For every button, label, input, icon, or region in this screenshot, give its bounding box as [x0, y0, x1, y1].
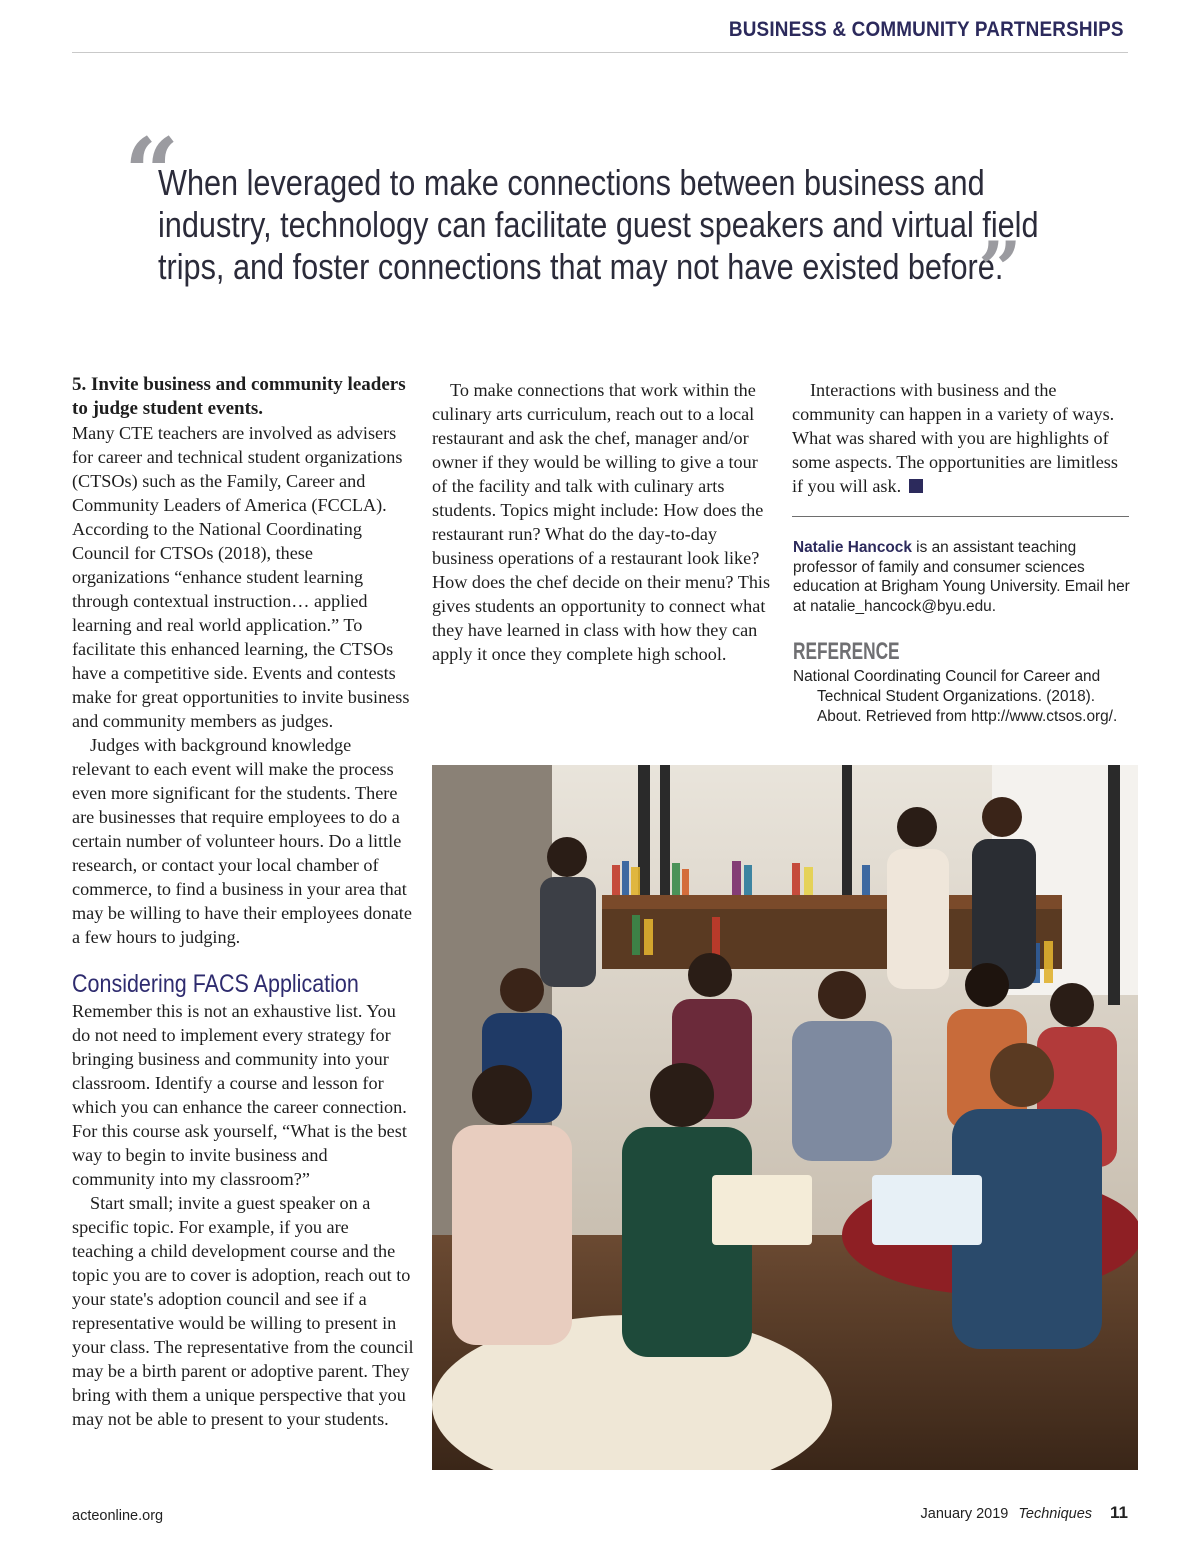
close-quote-mark: ” — [978, 225, 1022, 314]
footer-website: acteonline.org — [72, 1508, 164, 1524]
article-column-3 — [792, 378, 1132, 498]
reference-entry: National Coordinating Council for Career and Technical Student Organizations. (2018). About. Retrieved from http://www.ctsos.org/. — [793, 668, 1118, 725]
article-column-2 — [432, 378, 774, 666]
pull-quote-line: trips, and foster connections that may not have existed before. — [158, 246, 1004, 287]
issue-date: January 2019 — [920, 1506, 1009, 1522]
classroom-photo — [432, 765, 1138, 1470]
bio-divider — [792, 516, 1129, 517]
end-of-article-mark — [909, 479, 923, 493]
item-5-heading: 5. Invite business and community leaders to judge student events. — [72, 374, 406, 419]
culinary-paragraph: To make connections that work within the culinary arts curriculum, reach out to a local restaurant and ask the chef, manager and/or owner if they would be willing to give a tour of the facility and talk with culinary arts students. Topics might include: How does the restaurant run? What do the day-to-day business operations of a restaurant look like? How does the chef decide on their menu? This gives students an opportunity to connect what they have learned in class with how they can apply it once they complete high school. — [432, 380, 771, 664]
author-bio-text: is an assistant teaching professor of family and consumer sciences education at Brigham Young University. Email her at natalie_hancock@byu.edu. — [793, 539, 1130, 615]
section-title: BUSINESS & COMMUNITY PARTNERSHIPS — [729, 18, 1124, 41]
start-small-paragraph: Start small; invite a guest speaker on a specific topic. For example, if you are teaching a child development course and the topic you are to cover is adoption, reach out to your state's adoption council and see if a representative would be willing to present in your class. The representative from the council may be a birth parent or adoptive parent. They bring with them a unique perspective that you may not be able to present to your students. — [72, 1193, 414, 1429]
judges-paragraph: Judges with background knowledge relevant to each event will make the process even more significant for the students. There are businesses that require employees to do a certain number of volunteer hours. Do a little research, or contact your local chamber of commerce, to find a business in your area that may be willing to have their employees donate a few hours to judging. — [72, 735, 412, 947]
closing-text: Interactions with business and the community can happen in a variety of ways. What was shared with you are highlights of some aspects. The opportunities are limitless if you will ask. — [792, 380, 1118, 496]
pull-quote-line: industry, technology can facilitate guest speakers and virtual field — [158, 204, 1039, 245]
author-name: Natalie Hancock — [793, 539, 912, 556]
page-number: 11 — [1110, 1503, 1128, 1522]
students-group-illustration — [432, 765, 1138, 1470]
item-5-body: Many CTE teachers are involved as advisers for career and technical student organizations (CTSOs) such as the Family, Career and Community Leaders of America (FCCLA). According to the National Coordinating Council for CTSOs (2018), these organizations “enhance student learning through contextual instruction… applied learning and real world application.” To facilitate this enhanced learning, the CTSOs have a competitive side. Events and contests make for great opportunities to invite business and community members as judges. — [72, 423, 410, 731]
author-bio — [793, 538, 1135, 616]
header-divider — [72, 52, 1128, 53]
closing-paragraph — [792, 378, 1132, 498]
article-column-1 — [72, 373, 414, 1431]
reference-heading: REFERENCE — [793, 638, 900, 665]
open-quote-mark: “ — [124, 117, 180, 230]
pull-quote — [158, 162, 1039, 288]
footer-publication — [921, 1503, 1129, 1523]
pull-quote-line: When leveraged to make connections between business and — [158, 162, 985, 203]
magazine-name: Techniques — [1018, 1506, 1093, 1522]
section-heading: Considering FACS Application — [72, 970, 359, 998]
facs-paragraph: Remember this is not an exhaustive list. You do not need to implement every strategy for bringing business and community into your classroom. Identify a course and lesson for which you can enhance the career connection. For this course ask yourself, “What is the best way to begin to invite business and community into my classroom?” — [72, 1001, 407, 1189]
